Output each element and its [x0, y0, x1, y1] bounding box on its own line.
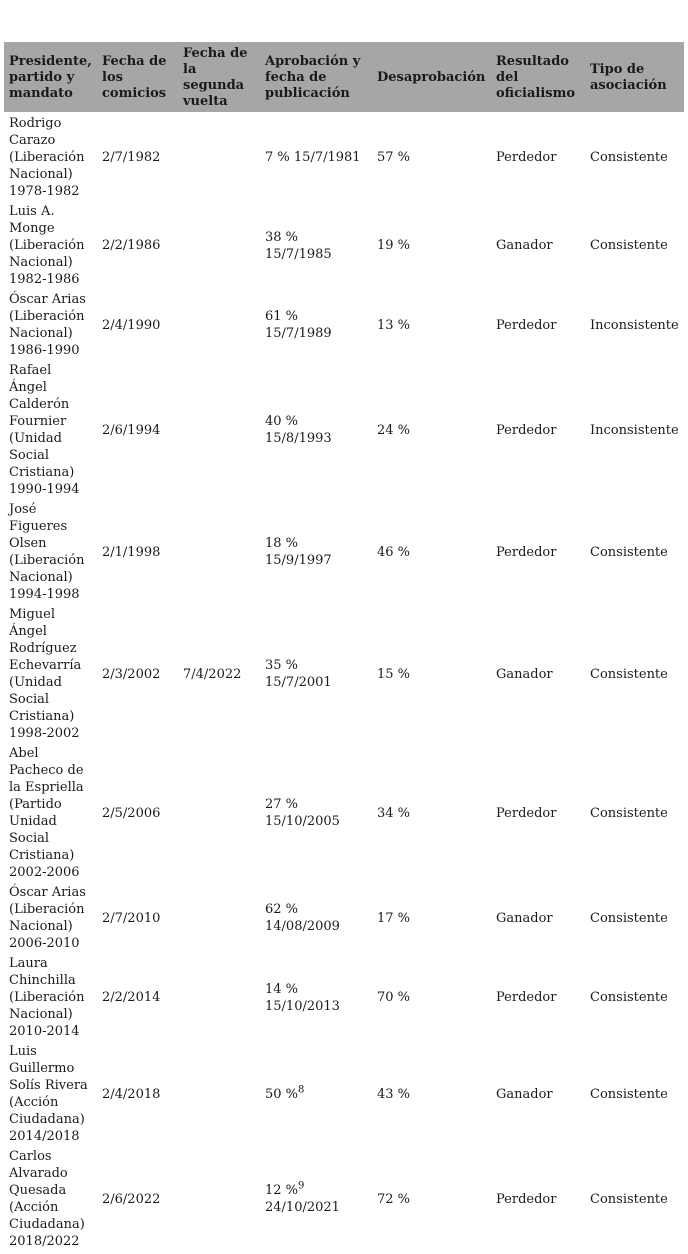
cell-election-date: 2/4/1990	[102, 317, 161, 333]
cell-president: Rodrigo Carazo (Liberación Nacional) 1978-1982	[9, 116, 85, 199]
header-result: Resultado del oficialismo	[491, 42, 585, 112]
header-disapproval: Desaprobación	[372, 42, 491, 112]
cell-election-date: 2/5/2006	[102, 805, 161, 821]
cell-disapproval: 43 %	[377, 1086, 411, 1102]
cell-runoff-date	[178, 359, 260, 498]
table-row	[4, 881, 684, 952]
cell-association: Consistente	[590, 544, 668, 560]
cell-association: Consistente	[590, 990, 668, 1005]
footnote-marker: 9	[298, 1180, 305, 1192]
approval-block	[265, 229, 368, 263]
cell-approval	[260, 881, 372, 952]
cell-runoff-date	[178, 200, 260, 288]
cell-approval	[260, 112, 372, 200]
cell-result: Ganador	[496, 666, 553, 682]
table-row	[4, 359, 684, 498]
cell-association: Consistente	[590, 238, 668, 253]
cell-disapproval: 57 %	[377, 150, 411, 165]
cell-president: Luis Guillermo Solís Rivera (Acción Ciudadana) 2014/2018	[9, 1044, 88, 1144]
cell-result: Ganador	[496, 910, 553, 926]
approval-block	[265, 981, 368, 1015]
cell-runoff-date	[178, 1040, 260, 1145]
cell-runoff-date	[178, 952, 260, 1040]
header-row	[4, 42, 684, 112]
approval-block	[265, 413, 368, 447]
cell-result: Perdedor	[496, 317, 557, 333]
cell-approval	[260, 288, 372, 359]
approval-block	[265, 149, 368, 166]
cell-election-date: 2/7/2010	[102, 910, 161, 926]
cell-approval	[260, 498, 372, 603]
cell-result: Ganador	[496, 238, 553, 253]
cell-president: Laura Chinchilla (Liberación Nacional) 2010-2014	[9, 956, 85, 1039]
cell-association: Consistente	[590, 666, 668, 682]
cell-association: Inconsistente	[590, 317, 679, 333]
table-row	[4, 112, 684, 200]
approval-value: 62 %	[265, 902, 299, 917]
cell-election-date: 2/3/2002	[102, 666, 161, 682]
cell-association: Consistente	[590, 150, 668, 165]
approval-date: 15/7/1985	[265, 246, 332, 262]
approval-block	[265, 308, 368, 342]
cell-disapproval: 15 %	[377, 666, 411, 682]
approval-date: 15/7/1981	[293, 150, 361, 165]
approval-date: 15/10/2013	[265, 998, 340, 1014]
cell-disapproval: 24 %	[377, 422, 411, 438]
table-row	[4, 1145, 684, 1250]
cell-president: Rafael Ángel Calderón Fournier (Unidad Social Cristiana) 1990-1994	[9, 363, 80, 497]
footnote-marker: 8	[298, 1084, 305, 1096]
cell-association: Consistente	[590, 1191, 668, 1207]
approval-date: 24/10/2021	[265, 1200, 340, 1215]
cell-election-date: 2/7/1982	[102, 150, 161, 165]
cell-president: Miguel Ángel Rodríguez Echevarría (Unidad Social Cristiana) 1998-2002	[9, 607, 82, 741]
table-row	[4, 742, 684, 881]
approval-value: 12 %	[265, 1183, 299, 1198]
cell-approval	[260, 952, 372, 1040]
approval-date: 15/8/1993	[265, 431, 332, 446]
header-approval: Aprobación y fecha de publicación	[260, 42, 372, 112]
cell-election-date: 2/2/1986	[102, 238, 161, 253]
cell-runoff-date	[178, 498, 260, 603]
approval-value: 38 %	[265, 229, 299, 245]
cell-election-date: 2/4/2018	[102, 1086, 161, 1102]
approval-date: 15/10/2005	[265, 814, 340, 829]
table-row	[4, 288, 684, 359]
cell-disapproval: 19 %	[377, 238, 411, 253]
cell-election-date: 2/2/2014	[102, 990, 161, 1005]
cell-approval	[260, 1145, 372, 1250]
approval-table	[4, 42, 684, 1250]
cell-president: Abel Pacheco de la Espriella (Partido Unidad Social Cristiana) 2002-2006	[9, 746, 84, 880]
cell-result: Ganador	[496, 1086, 553, 1102]
cell-election-date: 2/6/1994	[102, 422, 161, 438]
cell-president: José Figueres Olsen (Liberación Nacional) 1994-1998	[9, 502, 85, 602]
cell-president: Carlos Alvarado Quesada (Acción Ciudadana) 2018/2022	[9, 1149, 85, 1249]
approval-value: 7 %	[265, 150, 290, 165]
cell-approval	[260, 359, 372, 498]
approval-date: 15/7/1989	[265, 326, 332, 341]
cell-president: Óscar Arias (Liberación Nacional) 2006-2010	[9, 885, 86, 951]
approval-block	[265, 1086, 368, 1103]
table-row	[4, 498, 684, 603]
approval-block	[265, 657, 368, 691]
approval-value: 27 %	[265, 797, 299, 812]
approval-value: 14 %	[265, 981, 299, 997]
cell-disapproval: 17 %	[377, 910, 411, 926]
table-row	[4, 1040, 684, 1145]
cell-result: Perdedor	[496, 544, 557, 560]
approval-block	[265, 796, 368, 830]
header-runoff-date: Fecha de la segunda vuelta	[178, 42, 260, 112]
cell-association: Consistente	[590, 1086, 668, 1102]
cell-approval	[260, 200, 372, 288]
header-association: Tipo de asociación	[585, 42, 684, 112]
cell-runoff-date	[178, 881, 260, 952]
cell-election-date: 2/6/2022	[102, 1191, 161, 1207]
approval-value: 61 %	[265, 309, 299, 324]
approval-block	[265, 1182, 368, 1216]
cell-association: Consistente	[590, 805, 668, 821]
header-election-date: Fecha de los comicios	[97, 42, 178, 112]
table-row	[4, 952, 684, 1040]
approval-block	[265, 535, 368, 569]
approval-value: 35 %	[265, 658, 299, 673]
cell-result: Perdedor	[496, 1191, 557, 1207]
cell-runoff-date	[178, 1145, 260, 1250]
cell-disapproval: 13 %	[377, 317, 411, 333]
table-row	[4, 603, 684, 742]
cell-disapproval: 46 %	[377, 544, 411, 560]
table-body	[4, 112, 684, 1250]
cell-result: Perdedor	[496, 150, 557, 165]
cell-president: Luis A. Monge (Liberación Nacional) 1982-1986	[9, 204, 85, 287]
approval-date: 15/7/2001	[265, 675, 332, 690]
cell-runoff-date	[178, 288, 260, 359]
approval-value: 18 %	[265, 536, 299, 551]
approval-value: 50 %	[265, 1086, 299, 1102]
approval-block	[265, 901, 368, 935]
cell-runoff-date	[178, 112, 260, 200]
cell-association: Consistente	[590, 910, 668, 926]
cell-approval	[260, 603, 372, 742]
cell-result: Perdedor	[496, 422, 557, 438]
cell-runoff-date: 7/4/2022	[183, 666, 242, 682]
cell-result: Perdedor	[496, 990, 557, 1005]
approval-value: 40 %	[265, 414, 299, 429]
cell-disapproval: 72 %	[377, 1191, 411, 1207]
table-row	[4, 200, 684, 288]
cell-election-date: 2/1/1998	[102, 544, 161, 560]
approval-date: 14/08/2009	[265, 919, 340, 934]
cell-approval	[260, 1040, 372, 1145]
cell-result: Perdedor	[496, 805, 557, 821]
cell-association: Inconsistente	[590, 422, 679, 438]
cell-president: Óscar Arias (Liberación Nacional) 1986-1990	[9, 292, 86, 358]
cell-disapproval: 34 %	[377, 805, 411, 821]
cell-runoff-date	[178, 742, 260, 881]
cell-approval	[260, 742, 372, 881]
header-president: Presidente, partido y mandato	[4, 42, 97, 112]
cell-disapproval: 70 %	[377, 990, 411, 1005]
approval-date: 15/9/1997	[265, 553, 332, 568]
